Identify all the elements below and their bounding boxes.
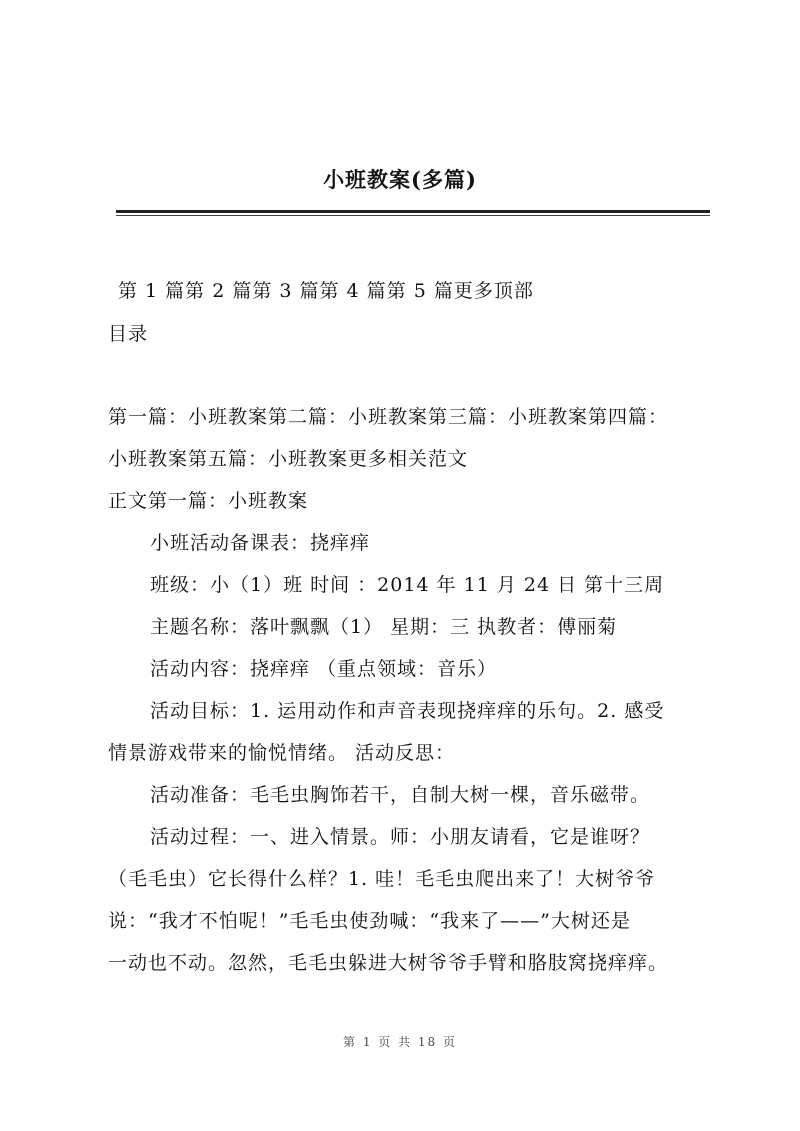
title-rule-thin: [116, 215, 710, 216]
body-line-10: 说：“我才不怕呢！”毛毛虫使劲喊：“我来了——”大树还是: [108, 910, 631, 932]
toc-line-2: 小班教案第五篇：小班教案更多相关范文: [108, 448, 469, 470]
title-rule-thick: [116, 210, 710, 213]
body-start: 正文第一篇：小班教案: [108, 490, 309, 512]
body-line-7: 活动准备：毛毛虫胸饰若干，自制大树一棵，音乐磁带。: [150, 784, 651, 806]
body-line-8: 活动过程：一、进入情景。师：小朋友请看，它是谁呀？: [150, 826, 651, 848]
page-footer: 第 1 页 共 18 页: [343, 1035, 457, 1049]
body-line-9: （毛毛虫）它长得什么样？1. 哇！毛毛虫爬出来了！大树爷爷: [108, 868, 656, 890]
toc-line-1: 第一篇：小班教案第二篇：小班教案第三篇：小班教案第四篇：: [108, 406, 669, 428]
body-line-11: 一动也不动。忽然，毛毛虫躲进大树爷爷手臂和胳肢窝挠痒痒。: [108, 952, 669, 974]
body-line-2: 班级：小（1）班 时间 ：2014 年 11 月 24 日 第十三周: [150, 574, 665, 596]
document-title: 小班教案(多篇): [323, 167, 477, 192]
body-line-6: 情景游戏带来的愉悦情绪。 活动反思：: [108, 742, 456, 764]
chapter-nav-links[interactable]: 第 1 篇第 2 篇第 3 篇第 4 篇第 5 篇更多顶部: [118, 280, 534, 302]
body-line-1: 小班活动备课表：挠痒痒: [150, 532, 371, 554]
body-line-5: 活动目标：1. 运用动作和声音表现挠痒痒的乐句。2. 感受: [150, 700, 665, 722]
body-line-3: 主题名称：落叶飘飘（1） 星期：三 执教者：傅丽菊: [150, 616, 618, 638]
toc-label: 目录: [108, 323, 149, 345]
body-line-4: 活动内容：挠痒痒 （重点领域：音乐）: [150, 658, 498, 680]
